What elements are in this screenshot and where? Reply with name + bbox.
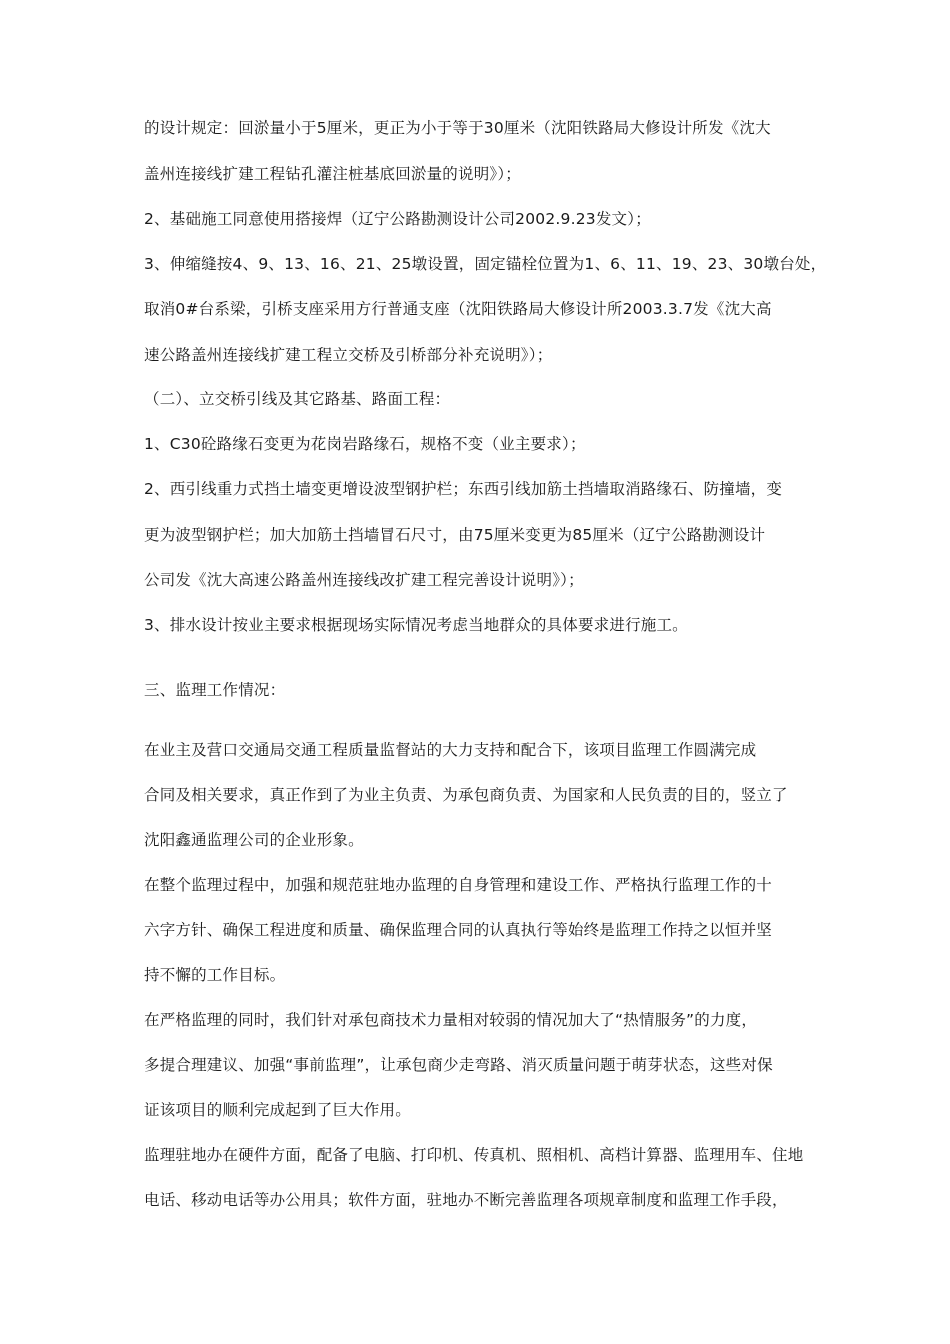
text-line: 1、C30砼路缘石变更为花岗岩路缘石，规格不变（业主要求）； [144, 435, 586, 453]
text-line: 在业主及营口交通局交通工程质量监督站的大力支持和配合下，该项目监理工作圆满完成 [144, 741, 757, 759]
text-line: 合同及相关要求，真正作到了为业主负责、为承包商负责、为国家和人民负责的目的，竖立了 [144, 786, 788, 804]
text-line: 在整个监理过程中，加强和规范驻地办监理的自身管理和建设工作、严格执行监理工作的十 [144, 876, 773, 894]
text-line: 持不懈的工作目标。 [144, 966, 286, 984]
text-line: 监理驻地办在硬件方面，配备了电脑、打印机、传真机、照相机、高档计算器、监理用车、住地 [144, 1146, 804, 1164]
text-line: 六字方针、确保工程进度和质量、确保监理合同的认真执行等始终是监理工作持之以恒并坚 [144, 921, 773, 939]
text-line: 电话、移动电话等办公用具；软件方面，驻地办不断完善监理各项规章制度和监理工作手段， [144, 1191, 788, 1209]
text-line: 2、西引线重力式挡土墙变更增设波型钢护栏；东西引线加筋土挡墙取消路缘石、防撞墙，变 [144, 480, 783, 498]
section-heading: （二）、立交桥引线及其它路基、路面工程： [144, 390, 451, 408]
text-line: 在严格监理的同时，我们针对承包商技术力量相对较弱的情况加大了“热情服务”的力度， [144, 1011, 758, 1029]
section-heading: 三、监理工作情况： [144, 681, 286, 699]
text-line: 2、基础施工同意使用搭接焊（辽宁公路勘测设计公司2002.9.23发文）； [144, 210, 651, 228]
text-line: 更为波型钢护栏；加大加筋土挡墙冒石尺寸，由75厘米变更为85厘米（辽宁公路勘测设计 [144, 526, 766, 544]
text-line: 公司发《沈大高速公路盖州连接线改扩建工程完善设计说明》）； [144, 571, 584, 589]
text-line: 速公路盖州连接线扩建工程立交桥及引桥部分补充说明》）； [144, 346, 553, 364]
text-line: 取消0#台系梁，引桥支座采用方行普通支座（沈阳铁路局大修设计所2003.3.7发《沈大高 [144, 300, 772, 318]
text-line: 证该项目的顺利完成起到了巨大作用。 [144, 1101, 411, 1119]
text-line: 的设计规定：回淤量小于5厘米，更正为小于等于30厘米（沈阳铁路局大修设计所发《沈大 [144, 119, 771, 137]
text-line: 盖州连接线扩建工程钻孔灌注桩基底回淤量的说明》）； [144, 165, 522, 183]
text-line: 多提合理建议、加强“事前监理”，让承包商少走弯路、消灭质量问题于萌芽状态，这些对保 [144, 1056, 773, 1074]
text-line: 沈阳鑫通监理公司的企业形象。 [144, 831, 364, 849]
text-line: 3、排水设计按业主要求根据现场实际情况考虑当地群众的具体要求进行施工。 [144, 616, 688, 634]
text-line: 3、伸缩缝按4、9、13、16、21、25墩设置，固定锚栓位置为1、6、11、19、23、30墩台处， [144, 255, 827, 273]
